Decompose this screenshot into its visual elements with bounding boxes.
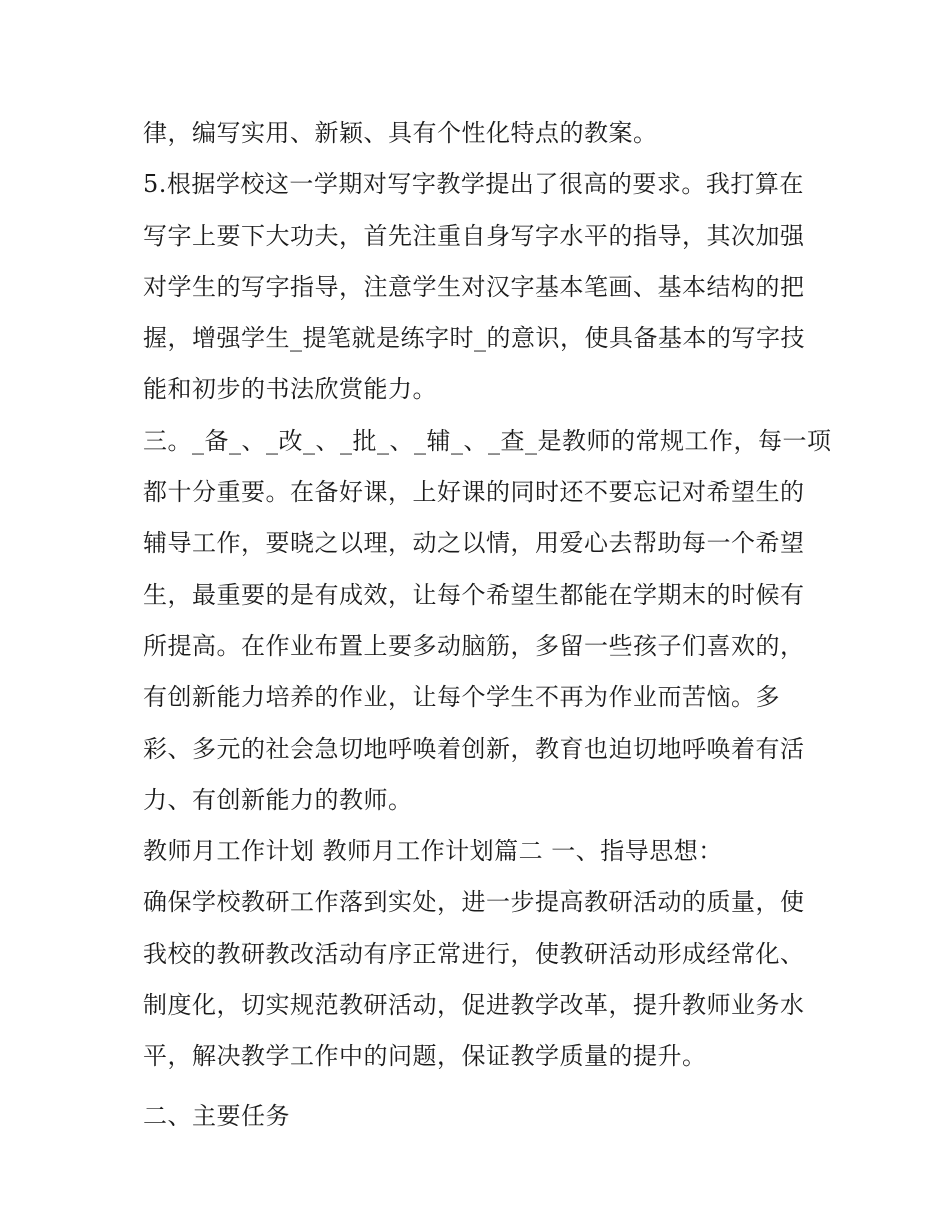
text-line: 力、有创新能力的教师。: [143, 785, 413, 814]
text-line: 三。_备_、_改_、_批_、_辅_、_查_是教师的常规工作，每一项: [143, 426, 832, 455]
document-body: [143, 108, 832, 1142]
text-line: 握，增强学生_提笔就是练字时_的意识，使具备基本的写字技: [143, 324, 805, 353]
text-line: 所提高。在作业布置上要多动脑筋，多留一些孩子们喜欢的，: [143, 631, 805, 660]
section-heading: 二、主要任务: [143, 1101, 290, 1130]
text-line: 平，解决教学工作中的问题，保证教学质量的提升。: [143, 1042, 707, 1071]
text-line: 律，编写实用、新颖、具有个性化特点的教案。: [143, 119, 658, 147]
text-line: 能和初步的书法欣赏能力。: [143, 375, 437, 404]
text-line: 我校的教研教改活动有序正常进行，使教研活动形成经常化、: [143, 939, 805, 968]
text-line: 生，最重要的是有成效，让每个希望生都能在学期末的时候有: [143, 580, 805, 609]
text-line: 写字上要下大功夫，首先注重自身写字水平的指导，其次加强: [143, 221, 805, 250]
text-line: 辅导工作，要晓之以理，动之以情，用爱心去帮助每一个希望: [143, 529, 805, 558]
text-line: 都十分重要。在备好课，上好课的同时还不要忘记对希望生的: [143, 478, 805, 507]
text-line: 对学生的写字指导，注意学生对汉字基本笔画、基本结构的把: [143, 272, 805, 301]
text-line: 确保学校教研工作落到实处，进一步提高教研活动的质量，使: [143, 888, 805, 917]
section-heading: 教师月工作计划 教师月工作计划篇二 一、指导思想：: [143, 837, 723, 866]
text-line: 有创新能力培养的作业，让每个学生不再为作业而苦恼。多: [143, 683, 780, 712]
text-line: 制度化，切实规范教研活动，促进教学改革，提升教师业务水: [143, 991, 805, 1020]
text-line: 5.根据学校这一学期对写字教学提出了很高的要求。我打算在: [143, 170, 804, 199]
text-line: 彩、多元的社会急切地呼唤着创新，教育也迫切地呼唤着有活: [143, 734, 805, 763]
